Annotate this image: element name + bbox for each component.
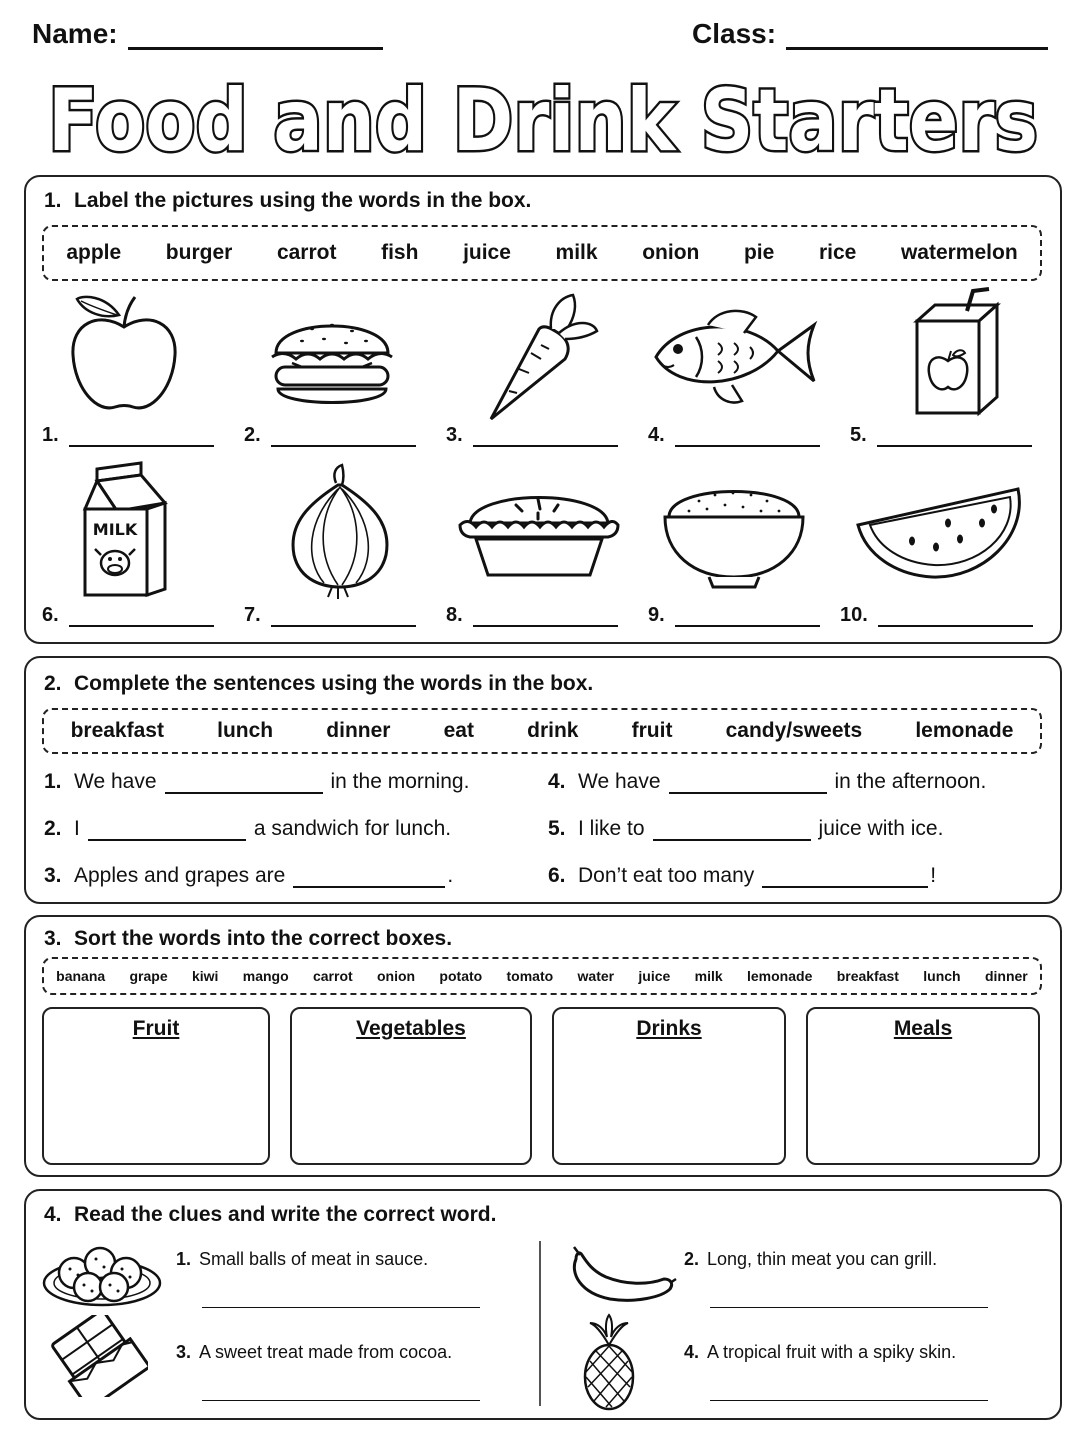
clue-4 (684, 1342, 956, 1363)
item-number: 6. (42, 604, 59, 626)
carrot-picture (464, 289, 624, 421)
juice-box-icon (905, 285, 1015, 419)
item-number: 4. (648, 424, 665, 446)
watermelon-picture (852, 483, 1012, 581)
section3-title (44, 927, 452, 951)
fish-icon (648, 289, 818, 417)
apple-icon (59, 289, 189, 417)
section-label-pictures (24, 175, 1062, 644)
sentence-text: Apples and grapes are (74, 864, 286, 887)
word-bank-item: pie (743, 241, 775, 264)
label-answer-1[interactable] (42, 424, 214, 447)
clue-3-answer-line[interactable] (202, 1400, 480, 1401)
name-field[interactable] (32, 18, 383, 50)
class-label: Class: (692, 18, 777, 49)
item-number: 8. (446, 604, 463, 626)
item-number: 7. (244, 604, 261, 626)
word-bank-item: breakfast (836, 968, 899, 984)
sort-box-fruit[interactable] (42, 1007, 270, 1165)
milk-carton-icon (77, 459, 187, 601)
word-bank-item: juice (463, 241, 511, 264)
item-number: 5. (850, 424, 867, 446)
answer-blank[interactable] (877, 429, 1032, 447)
sentence-text: . (447, 864, 454, 887)
word-bank-item: milk (694, 968, 723, 984)
word-bank-item: dinner (326, 719, 391, 742)
answer-blank[interactable] (69, 609, 214, 627)
sort-box-heading: Meals (893, 1017, 953, 1040)
sentence-text: We have (74, 770, 157, 793)
onion-picture (260, 463, 420, 601)
sentence-number: 4. (548, 770, 566, 793)
answer-blank[interactable] (878, 609, 1033, 627)
clue-3 (176, 1342, 452, 1363)
sentence-4 (548, 770, 986, 794)
sort-box-heading: Drinks (636, 1017, 702, 1040)
word-bank-item: burger (165, 241, 233, 264)
word-bank-item: mango (242, 968, 289, 984)
word-bank-item: dinner (984, 968, 1028, 984)
sentence-blank[interactable] (293, 870, 445, 888)
clue-text: A tropical fruit with a spiky skin. (707, 1342, 957, 1362)
answer-blank[interactable] (675, 609, 820, 627)
word-bank-item: eat (443, 719, 474, 742)
label-answer-6[interactable] (42, 604, 214, 627)
label-answer-5[interactable] (850, 424, 1032, 447)
word-bank-item: grape (129, 968, 168, 984)
answer-blank[interactable] (271, 429, 416, 447)
sentence-text: Don’t eat too many (578, 864, 755, 887)
section1-title (44, 189, 531, 213)
section-clues (24, 1189, 1062, 1420)
column-divider (539, 1241, 541, 1406)
word-bank-item: lunch (217, 719, 274, 742)
sentence-1 (44, 770, 469, 794)
section1-instruction: Label the pictures using the words in the box. (74, 189, 532, 212)
clue-number: 1. (176, 1249, 192, 1269)
clue-text: Small balls of meat in sauce. (199, 1249, 429, 1269)
word-bank-item: kiwi (191, 968, 219, 984)
page-title-text: Food and Drink Starters (48, 71, 1038, 168)
sentence-5 (548, 817, 943, 841)
clue-2 (684, 1249, 937, 1270)
milk-carton-picture (52, 459, 212, 601)
apple-picture (44, 289, 204, 417)
sort-box-vegetables[interactable] (290, 1007, 532, 1165)
class-blank[interactable] (786, 24, 1048, 50)
item-number: 10. (840, 604, 868, 626)
word-bank-item: watermelon (900, 241, 1018, 264)
sort-box-meals[interactable] (806, 1007, 1040, 1165)
section4-number: 4. (44, 1203, 62, 1226)
clue-2-answer-line[interactable] (710, 1307, 988, 1308)
milk-carton-text: MILK (92, 520, 138, 539)
clue-number: 4. (684, 1342, 700, 1362)
sentence-text: ! (930, 864, 937, 887)
sentence-text: I (74, 817, 80, 840)
label-answer-2[interactable] (244, 424, 416, 447)
word-bank-item: tomato (506, 968, 554, 984)
word-bank-item: water (577, 968, 615, 984)
sausage-icon (566, 1239, 678, 1311)
section1-word-bank (42, 225, 1042, 281)
word-bank-item: milk (555, 241, 598, 264)
pie-picture (454, 479, 614, 583)
word-bank-item: potato (439, 968, 483, 984)
word-bank-item: breakfast (70, 719, 164, 742)
burger-picture (252, 289, 412, 417)
sort-box-drinks[interactable] (552, 1007, 786, 1165)
section2-instruction: Complete the sentences using the words in the box. (74, 672, 594, 695)
word-bank-item: candy/sweets (725, 719, 863, 742)
sentence-number: 3. (44, 864, 62, 887)
name-blank[interactable] (128, 24, 383, 50)
fish-picture (648, 289, 808, 417)
section-complete-sentences (24, 656, 1062, 904)
word-bank-item: onion (642, 241, 700, 264)
section4-title (44, 1203, 496, 1227)
word-bank-item: fish (381, 241, 419, 264)
sentence-6 (548, 864, 936, 888)
word-bank-item: banana (56, 968, 106, 984)
clue-1-answer-line[interactable] (202, 1307, 480, 1308)
word-bank-item: onion (376, 968, 416, 984)
word-bank-item: lemonade (747, 968, 813, 984)
pie-icon (454, 479, 624, 583)
word-bank-item: lemonade (915, 719, 1014, 742)
page-title (0, 62, 1086, 168)
sentence-blank[interactable] (762, 870, 928, 888)
watermelon-icon (852, 483, 1028, 581)
carrot-icon (479, 289, 609, 421)
sentence-blank[interactable] (653, 823, 811, 841)
section4-instruction: Read the clues and write the correct word. (74, 1203, 497, 1226)
sentence-blank[interactable] (669, 776, 827, 794)
sentence-text: in the afternoon. (834, 770, 987, 793)
sentence-number: 5. (548, 817, 566, 840)
item-number: 9. (648, 604, 665, 626)
word-bank-item: carrot (276, 241, 337, 264)
word-bank-item: apple (66, 241, 122, 264)
sentence-3 (44, 864, 453, 888)
juice-box-picture (880, 285, 1040, 419)
word-bank-item: carrot (312, 968, 353, 984)
clue-number: 3. (176, 1342, 192, 1362)
answer-blank[interactable] (271, 609, 416, 627)
sentence-blank[interactable] (165, 776, 323, 794)
sort-box-heading: Vegetables (356, 1017, 466, 1040)
sentence-text: a sandwich for lunch. (253, 817, 452, 840)
class-field[interactable] (692, 18, 1048, 50)
item-number: 1. (42, 424, 59, 446)
sentence-number: 2. (44, 817, 62, 840)
answer-blank[interactable] (69, 429, 214, 447)
sentence-text: I like to (578, 817, 645, 840)
answer-blank[interactable] (675, 429, 820, 447)
name-label: Name: (32, 18, 118, 49)
word-bank-item: fruit (631, 719, 673, 742)
clue-1 (176, 1249, 428, 1270)
section2-word-bank (42, 708, 1042, 754)
answer-blank[interactable] (473, 429, 618, 447)
item-number: 2. (244, 424, 261, 446)
rice-bowl-picture (654, 473, 814, 591)
sort-box-heading: Fruit (132, 1017, 180, 1040)
burger-icon (262, 289, 402, 417)
section2-number: 2. (44, 672, 62, 695)
label-answer-10[interactable] (840, 604, 1033, 627)
meatballs-icon (40, 1239, 164, 1309)
word-bank-item: rice (818, 241, 857, 264)
section3-word-bank (42, 957, 1042, 995)
section3-number: 3. (44, 927, 62, 950)
clue-text: Long, thin meat you can grill. (707, 1249, 938, 1269)
label-answer-3[interactable] (446, 424, 618, 447)
clue-text: A sweet treat made from cocoa. (199, 1342, 453, 1362)
word-bank-item: lunch (923, 968, 961, 984)
sentence-text: juice with ice. (818, 817, 944, 840)
clue-4-answer-line[interactable] (710, 1400, 988, 1401)
section-sort-words (24, 915, 1062, 1177)
sentence-number: 6. (548, 864, 566, 887)
sentence-blank[interactable] (88, 823, 246, 841)
rice-bowl-icon (659, 473, 809, 591)
answer-blank[interactable] (473, 609, 618, 627)
label-answer-9[interactable] (648, 604, 820, 627)
label-answer-4[interactable] (648, 424, 820, 447)
item-number: 3. (446, 424, 463, 446)
clue-number: 2. (684, 1249, 700, 1269)
sentence-text: We have (578, 770, 661, 793)
section3-instruction: Sort the words into the correct boxes. (74, 927, 453, 950)
label-answer-8[interactable] (446, 604, 618, 627)
sentence-2 (44, 817, 451, 841)
section2-title (44, 672, 593, 696)
onion-icon (280, 463, 400, 601)
word-bank-item: drink (527, 719, 579, 742)
chocolate-bar-icon (46, 1315, 148, 1397)
word-bank-item: juice (638, 968, 671, 984)
sentence-number: 1. (44, 770, 62, 793)
section1-number: 1. (44, 189, 62, 212)
label-answer-7[interactable] (244, 604, 416, 627)
sentence-text: in the morning. (330, 770, 470, 793)
pineapple-icon (578, 1313, 640, 1413)
